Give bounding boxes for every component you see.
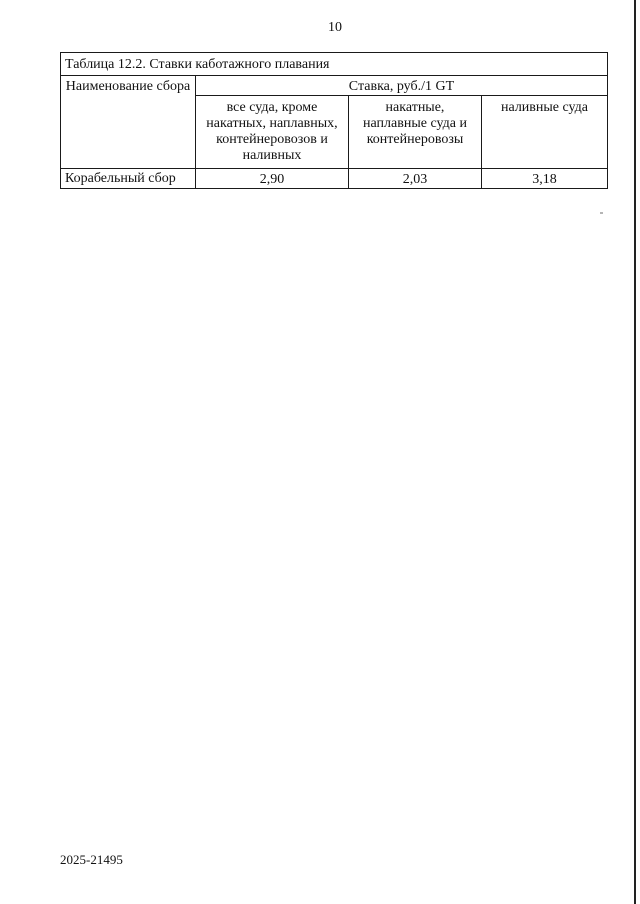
rates-table: [60, 52, 608, 189]
cell-value-roro-container: 2,03: [349, 169, 482, 189]
name-column-header: Наименование сбора: [61, 76, 196, 169]
document-code: 2025-21495: [60, 852, 123, 867]
rate-group-header: Ставка, руб./1 GT: [196, 76, 608, 96]
table-row: [61, 169, 608, 189]
page-edge-line: [634, 0, 636, 904]
page-number: 10: [328, 20, 342, 35]
column-header-tankers: наливные суда: [482, 96, 608, 169]
column-header-all-vessels: все суда, кроме накатных, наплавных, контейнеровозов и наливных: [196, 96, 349, 169]
column-header-roro-container: накатные, наплавные суда и контейнеровозы: [349, 96, 482, 169]
row-label: Корабельный сбор: [61, 169, 196, 189]
cell-value-tankers: 3,18: [482, 169, 608, 189]
cell-value-all-vessels: 2,90: [196, 169, 349, 189]
caption-row: [61, 53, 608, 76]
table-caption: Таблица 12.2. Ставки каботажного плавания: [61, 53, 608, 76]
header-row: [61, 76, 608, 96]
scan-speck: [600, 212, 603, 214]
